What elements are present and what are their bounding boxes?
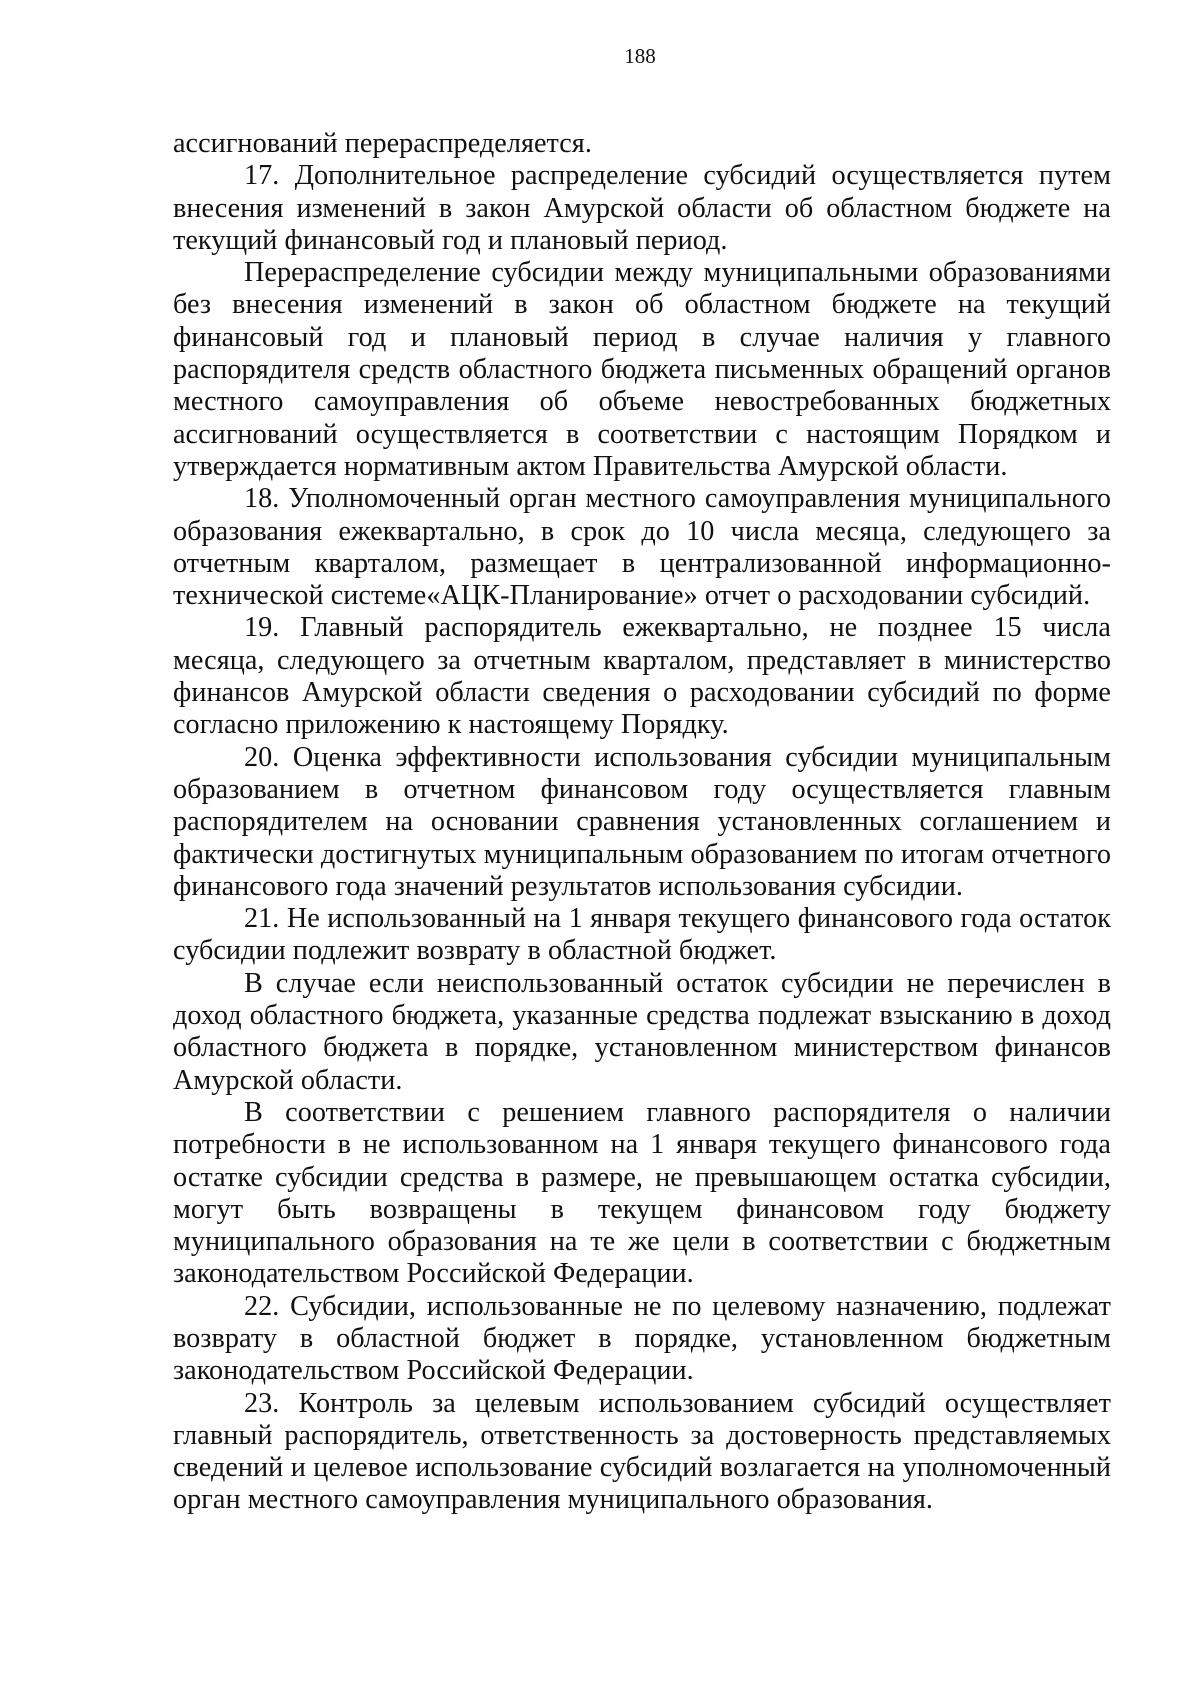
paragraph-item-20: 20. Оценка эффективности использования субсидии муниципальным образованием в отчетном финансовом году осуществляется главным распорядителем на основании сравнения установленных соглашением и фактически достигнутых муниципальным образованием по итогам отчетного финансового года значений результатов использования субсидии.	[173, 741, 1111, 902]
paragraph-return-funds: В соответствии с решением главного распорядителя о наличии потребности в не использованном на 1 января текущего финансового года остатке субсидии средства в размере, не превышающем остатка субсидии, могут быть возвращены в текущем финансовом году бюджету муниципального образования на те же цели в соответствии с бюджетным законодательством Российской Федерации.	[173, 1096, 1111, 1290]
paragraph-item-17: 17. Дополнительное распределение субсидий осуществляется путем внесения изменений в закон Амурской области об областном бюджете на текущий финансовый год и плановый период.	[173, 160, 1111, 256]
paragraph-continuation: ассигнований перераспределяется.	[173, 128, 592, 159]
paragraph-item-19: 19. Главный распорядитель ежеквартально, не позднее 15 числа месяца, следующего за отчетным кварталом, представляет в министерство финансов Амурской области сведения о расходовании субсидий по форме согласно приложению к настоящему Порядку.	[173, 612, 1111, 741]
paragraph-redistribution: Перераспределение субсидии между муниципальными образованиями без внесения изменений в закон об областном бюджете на текущий финансовый год и плановый период в случае наличия у главного распорядителя средств областного бюджета письменных обращений органов местного самоуправления об объеме невостребованных бюджетных ассигнований осуществляется в соответствии с настоящим Порядком и утверждается нормативным актом Правительства Амурской области.	[173, 257, 1111, 482]
paragraph-item-22: 22. Субсидии, использованные не по целевому назначению, подлежат возврату в областной бюджет в порядке, установленном бюджетным законодательством Российской Федерации.	[173, 1290, 1111, 1387]
page-number: 188	[624, 44, 656, 68]
document-body	[173, 128, 1111, 1517]
paragraph-item-21: 21. Не использованный на 1 января текущего финансового года остаток субсидии подлежит возврату в областной бюджет.	[173, 903, 1111, 967]
paragraph-item-18: 18. Уполномоченный орган местного самоуправления муниципального образования ежеквартально, в срок до 10 числа месяца, следующего за отчетным кварталом, размещает в централизованной информационно-технической системе«АЦК-Планирование» отчет о расходовании субсидий.	[173, 483, 1111, 612]
paragraph-item-23: 23. Контроль за целевым использованием субсидий осуществляет главный распорядитель, ответственность за достоверность представляемых сведений и целевое использование субсидий возлагается на уполномоченный орган местного самоуправления муниципального образования.	[173, 1387, 1111, 1516]
paragraph-recovery: В случае если неиспользованный остаток субсидии не перечислен в доход областного бюджета, указанные средства подлежат взысканию в доход областного бюджета в порядке, установленном министерством финансов Амурской области.	[173, 967, 1111, 1096]
